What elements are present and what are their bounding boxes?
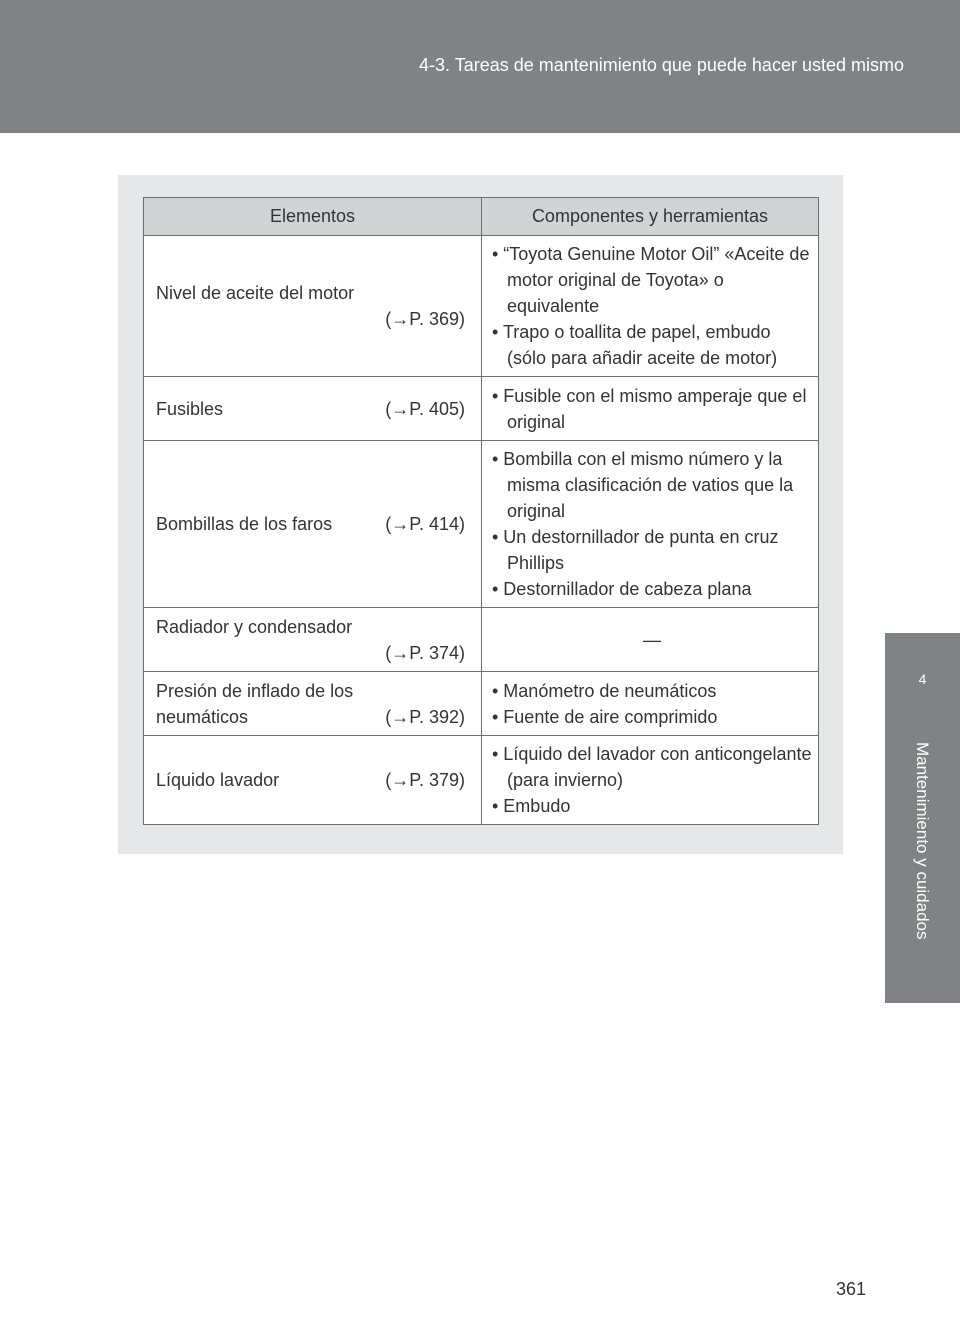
components-cell xyxy=(482,236,819,377)
element-cell xyxy=(144,441,482,608)
component-item: • Destornillador de cabeza plana xyxy=(492,579,752,599)
component-item: • “Toyota Genuine Motor Oil” «Aceite de motor original de Toyota» o equivalente xyxy=(492,244,810,316)
section-title: 4-3. Tareas de mantenimiento que puede hacer usted mismo xyxy=(419,55,904,75)
page-number: 361 xyxy=(836,1279,867,1299)
element-name: Radiador y condensador xyxy=(156,616,353,637)
components-cell xyxy=(482,377,819,441)
component-item: • Líquido del lavador con anticongelante (para invierno) xyxy=(492,744,812,790)
component-item: • Bombilla con el mismo número y la misma clasificación de vatios que la original xyxy=(492,449,794,521)
maintenance-parts-table xyxy=(143,197,819,825)
table-row xyxy=(144,377,819,441)
table-row xyxy=(144,441,819,608)
component-item: • Fusible con el mismo amperaje que el original xyxy=(492,385,807,432)
components-cell xyxy=(482,672,819,736)
component-item: • Embudo xyxy=(492,796,571,816)
page-reference: (→P. 405) xyxy=(385,398,465,419)
column-header-elements: Elementos xyxy=(144,198,482,236)
components-cell xyxy=(482,608,819,672)
table-row xyxy=(144,236,819,377)
page-reference: (→P. 379) xyxy=(385,770,465,790)
table-row xyxy=(144,672,819,736)
element-cell xyxy=(144,672,482,736)
chapter-number-tab[interactable] xyxy=(885,633,960,728)
element-cell xyxy=(144,736,482,825)
components-cell xyxy=(482,441,819,608)
chapter-number: 4 xyxy=(918,671,927,687)
component-item: • Trapo o toallita de papel, embudo (sólo para añadir aceite de motor) xyxy=(492,322,778,368)
element-name: Nivel de aceite del motor xyxy=(156,283,355,303)
element-name-continued: neumáticos xyxy=(156,706,249,727)
table-row xyxy=(144,736,819,825)
component-item: • Manómetro de neumáticos xyxy=(492,680,717,701)
header-bar xyxy=(0,0,960,133)
no-components-dash: — xyxy=(643,629,661,650)
components-cell xyxy=(482,736,819,825)
element-name: Líquido lavador xyxy=(156,770,280,790)
chapter-label: Mantenimiento y cuidados xyxy=(913,742,932,940)
page-reference: (→P. 369) xyxy=(385,309,465,329)
component-item: • Un destornillador de punta en cruz Phillips xyxy=(492,527,779,573)
page-reference: (→P. 414) xyxy=(385,514,465,534)
element-cell xyxy=(144,608,482,672)
element-name: Presión de inflado de los xyxy=(156,680,354,701)
element-name: Fusibles xyxy=(156,398,224,419)
element-cell xyxy=(144,236,482,377)
table-row xyxy=(144,608,819,672)
page-reference: (→P. 392) xyxy=(385,706,465,727)
element-cell xyxy=(144,377,482,441)
page-reference: (→P. 374) xyxy=(385,642,465,663)
component-item: • Fuente de aire comprimido xyxy=(492,706,718,727)
element-name: Bombillas de los faros xyxy=(156,514,333,534)
table-header-row xyxy=(144,198,819,236)
chapter-label-tab[interactable] xyxy=(885,728,960,1003)
column-header-components: Componentes y herramientas xyxy=(482,198,819,236)
